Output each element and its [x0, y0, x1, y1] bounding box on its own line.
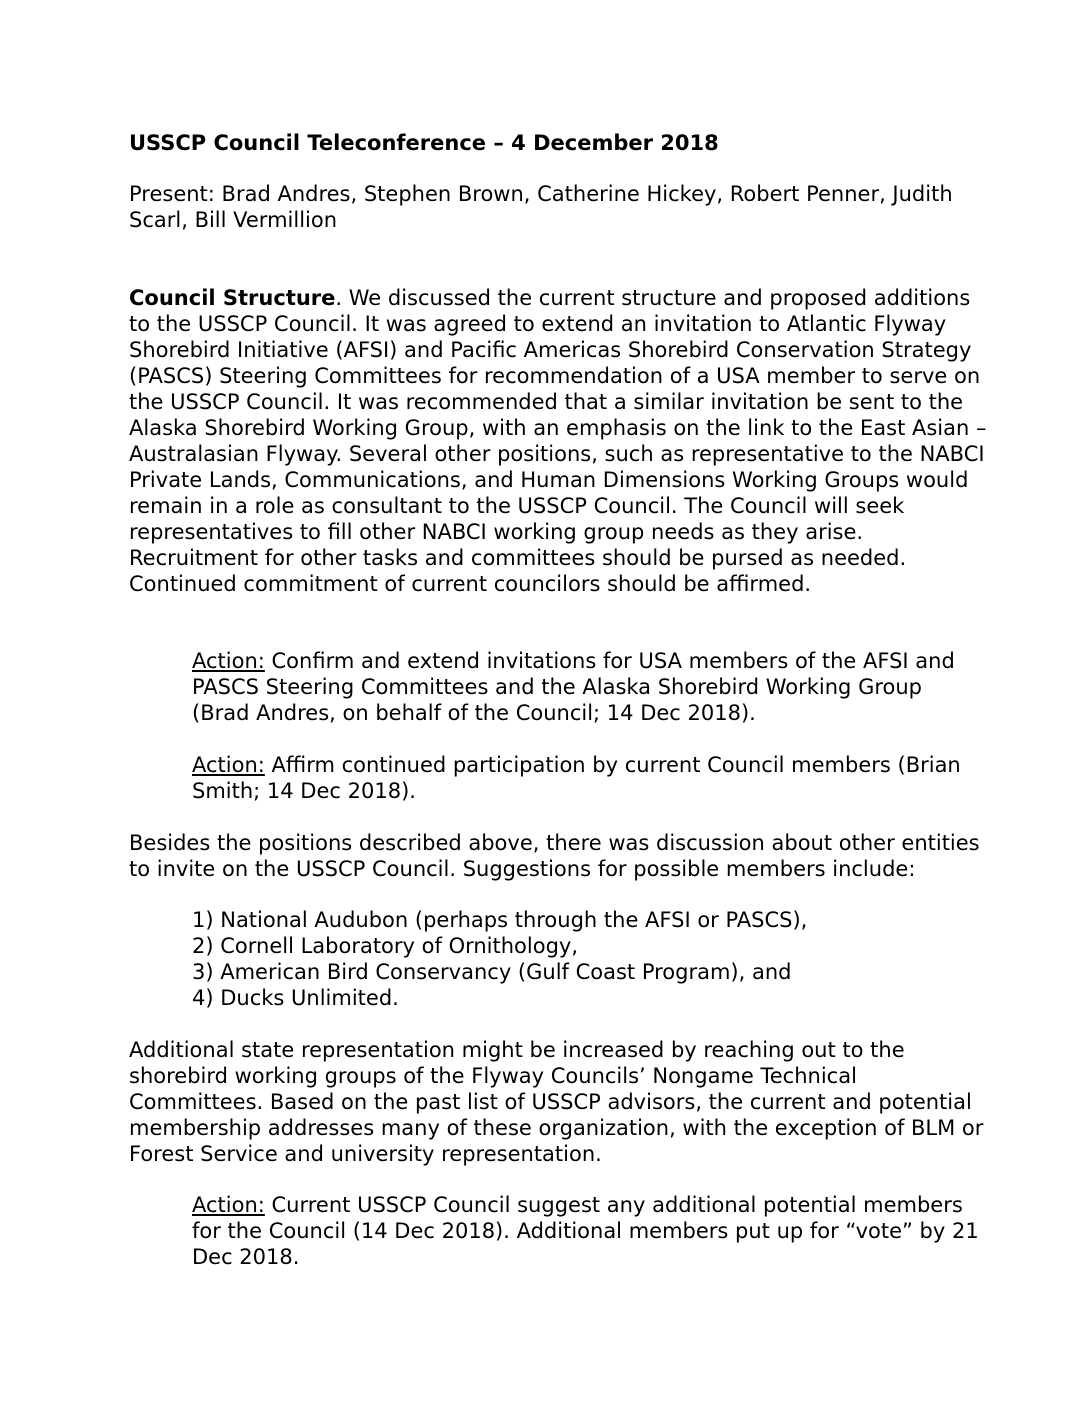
section-text: . We discussed the current structure and proposed additions to the USSCP Council. It was agreed to extend an invitation to Atlantic Flyway Shorebird Initiative (AFSI) and Pacific Americas Shorebird Conservation Strategy (PASCS) Steering Committees for recommendation of a USA member to serve on the USSCP Council. It was recommended that a similar invitation be sent to the Alaska Shorebird Working Group, with an emphasis on the link to the East Asian – Australasian Flyway. Several other positions, such as representative to the NABCI Private Lands, Communications, and Human Dimensions Working Groups would remain in a role as consultant to the USSCP Council. The Council will seek representatives to fill other NABCI working group needs as they arise. Recruitment for other tasks and committees should be pursed as needed. Continued commitment of current councilors should be affirmed.: [129, 286, 987, 596]
action-text: Affirm continued participation by current Council members (Brian Smith; 14 Dec 2018).: [192, 753, 961, 803]
action-label: Action:: [192, 1193, 265, 1217]
list-item: 3) American Bird Conservancy (Gulf Coast Program), and: [192, 960, 792, 984]
council-structure-paragraph: [129, 285, 989, 597]
besides-paragraph: Besides the positions described above, there was discussion about other entities to invite on the USSCP Council. Suggestions for possible members include:: [129, 831, 980, 881]
action-label: Action:: [192, 753, 265, 777]
action-text: Confirm and extend invitations for USA members of the AFSI and PASCS Steering Committees and the Alaska Shorebird Working Group (Brad Andres, on behalf of the Council; 14 Dec 2018).: [192, 649, 955, 725]
list-item: 2) Cornell Laboratory of Ornithology,: [192, 934, 579, 958]
list-item: 4) Ducks Unlimited.: [192, 986, 399, 1010]
section-heading: Council Structure: [129, 286, 336, 310]
attendees-line: Present: Brad Andres, Stephen Brown, Catherine Hickey, Robert Penner, Judith Scarl, Bill Vermillion: [129, 182, 953, 232]
suggestion-list: [192, 907, 807, 1011]
additional-paragraph: Additional state representation might be increased by reaching out to the shorebird working groups of the Flyway Councils’ Nongame Technical Committees. Based on the past list of USSCP advisors, the current and potential membership addresses many of these organization, with the exception of BLM or Forest Service and university representation.: [129, 1038, 984, 1166]
action-item: [192, 1192, 982, 1270]
action-item: [192, 648, 982, 726]
action-item: [192, 752, 982, 804]
list-item: 1) National Audubon (perhaps through the AFSI or PASCS),: [192, 908, 808, 932]
document-title: USSCP Council Teleconference – 4 December 2018: [129, 131, 719, 155]
action-text: Current USSCP Council suggest any additional potential members for the Council (14 Dec 2018). Additional members put up for “vote” by 21 Dec 2018.: [192, 1193, 979, 1269]
action-label: Action:: [192, 649, 265, 673]
